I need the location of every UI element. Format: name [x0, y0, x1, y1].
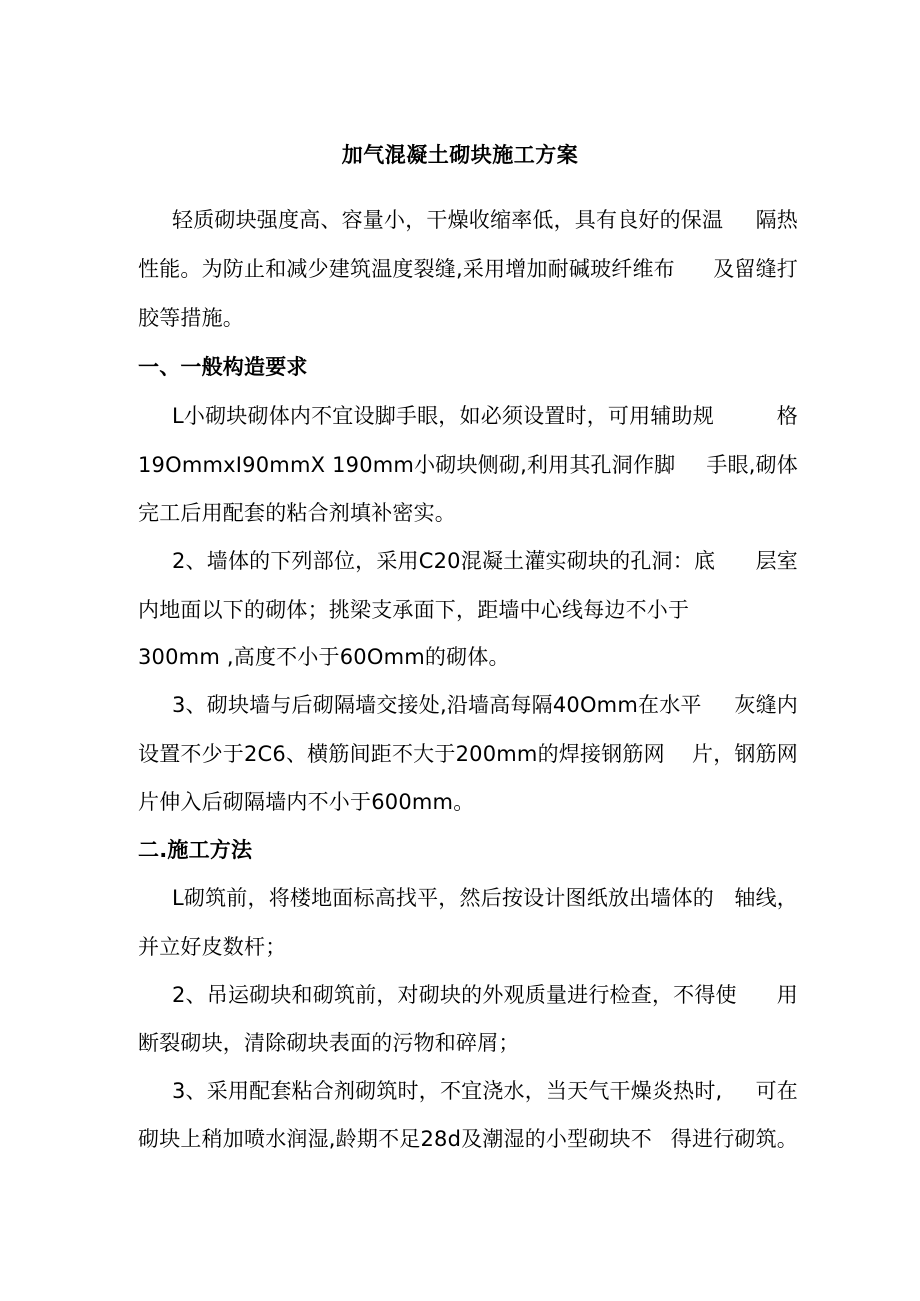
paragraph-text: 片，钢筋网 — [692, 742, 798, 766]
paragraph-line — [138, 546, 798, 576]
intro-line-1 — [138, 205, 798, 235]
paragraph-text: 手眼,砌体 — [706, 453, 798, 477]
paragraph-text: 轴线， — [734, 886, 798, 910]
paragraph-text: 3、采用配套粘合剂砌筑时，不宜浇水，当天气干燥炎热时, — [172, 1079, 723, 1103]
intro-text: 轻质砌块强度高、容量小，干燥收缩率低，具有良好的保温 — [172, 208, 724, 232]
intro-text: 及留缝打 — [713, 257, 798, 281]
paragraph-text: 用 — [776, 983, 798, 1007]
paragraph-line: 断裂砌块，清除砌块表面的污物和碎屑； — [138, 1031, 520, 1055]
section-heading: 一、一般构造要求 — [138, 355, 308, 379]
section-heading: 二.施工方法 — [138, 838, 253, 862]
paragraph-line — [138, 1076, 798, 1106]
intro-text: 性能。为防止和减少建筑温度裂缝,采用增加耐碱玻纤维布 — [138, 257, 675, 281]
document-title: 加气混凝土砌块施工方案 — [341, 143, 579, 167]
paragraph-text: L小砌块砌体内不宜设脚手眼，如必须设置时，可用辅助规 — [172, 404, 714, 428]
paragraph-line: 300mm ,高度不小于60Omm的砌体。 — [138, 645, 510, 669]
paragraph-text: 设置不少于2C6、横筋间距不大于200mm的焊接钢筋网 — [138, 742, 665, 766]
paragraph-text: 得进行砌筑。 — [670, 1127, 798, 1151]
paragraph-line: 完工后用配套的粘合剂填补密实。 — [138, 501, 456, 525]
paragraph-text: 砌块上稍加喷水润湿,龄期不足28d及潮湿的小型砌块不 — [138, 1127, 652, 1151]
paragraph-line — [138, 450, 798, 480]
paragraph-line — [138, 980, 798, 1010]
paragraph-text: 可在 — [755, 1079, 798, 1103]
paragraph-text: 层室 — [755, 549, 798, 573]
paragraph-line: 并立好皮数杆； — [138, 935, 287, 959]
paragraph-line — [138, 1124, 798, 1154]
intro-text: 隔热 — [755, 208, 798, 232]
paragraph-text: 19OmmxI90mmX 190mm小砌块侧砌,利用其孔洞作脚 — [138, 453, 676, 477]
paragraph-text: 2、墙体的下列部位，采用C20混凝土灌实砌块的孔洞：底 — [172, 549, 716, 573]
paragraph-line — [138, 739, 798, 769]
intro-line-2 — [138, 254, 798, 284]
paragraph-line — [138, 401, 798, 431]
paragraph-text: 灰缝内 — [734, 693, 798, 717]
paragraph-line: 片伸入后砌隔墙内不小于600mm。 — [138, 790, 475, 814]
paragraph-line — [138, 690, 798, 720]
paragraph-line: 内地面以下的砌体；挑梁支承面下，距墙中心线每边不小于 — [138, 598, 690, 622]
paragraph-line — [138, 883, 798, 913]
paragraph-text: L砌筑前，将楼地面标高找平，然后按设计图纸放出墙体的 — [172, 886, 714, 910]
paragraph-text: 3、砌块墙与后砌隔墙交接处,沿墙高每隔40Omm在水平 — [172, 693, 702, 717]
paragraph-text: 2、吊运砌块和砌筑前，对砌块的外观质量进行检查，不得使 — [172, 983, 737, 1007]
paragraph-text: 格 — [776, 404, 798, 428]
intro-line-3: 胶等措施。 — [138, 306, 244, 330]
